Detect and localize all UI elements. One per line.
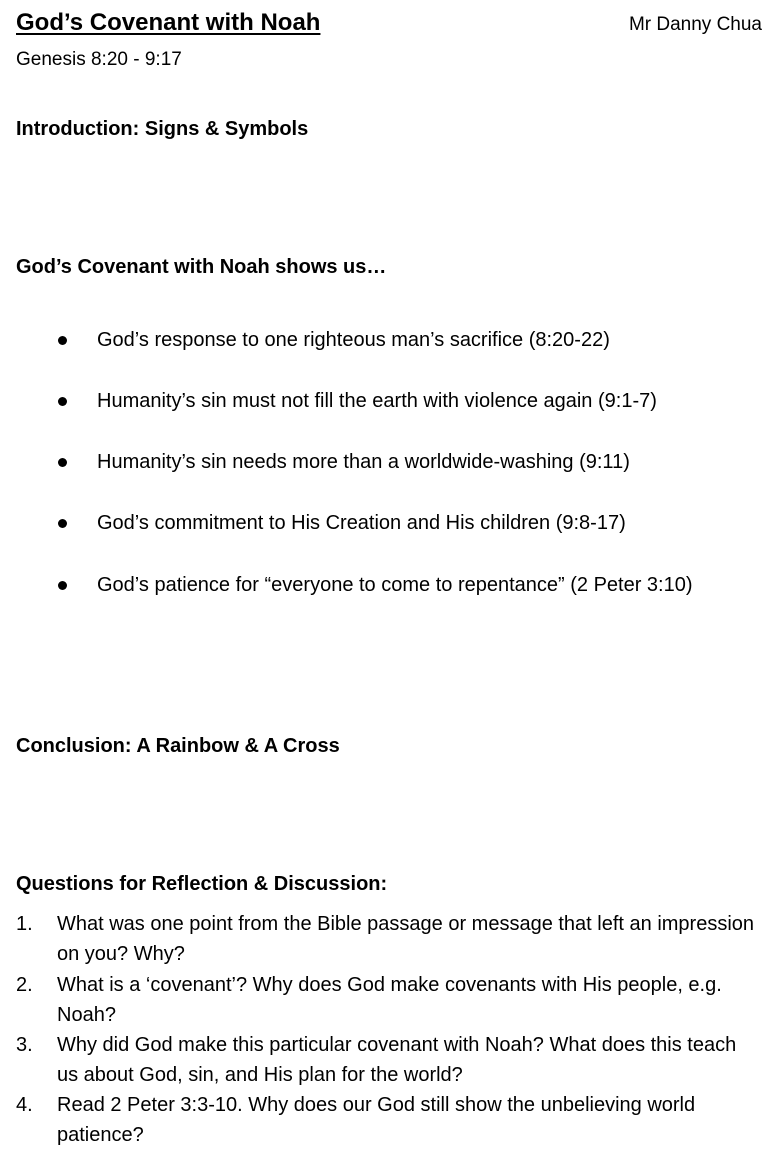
conclusion-heading: Conclusion: A Rainbow & A Cross (16, 735, 340, 757)
question-text: Why did God make this particular covenant with Noah? What does this teach us about God, sin, and His plan for the world? (57, 1034, 737, 1086)
question-number: 3. (16, 1034, 33, 1056)
author-name: Mr Danny Chua (628, 14, 762, 35)
question-text: What was one point from the Bible passage or message that left an impression on you? Why? (57, 913, 755, 965)
question-text: What is a ‘covenant’? Why does God make covenants with His people, e.g. Noah? (57, 974, 722, 1026)
bullet-icon (58, 458, 67, 467)
introduction-heading: Introduction: Signs & Symbols (16, 118, 309, 140)
list-item-text: God’s response to one righteous man’s sacrifice (8:20-22) (97, 329, 610, 351)
main-points-heading: God’s Covenant with Noah shows us… (16, 256, 387, 278)
bullet-icon (58, 581, 67, 590)
list-item-text: God’s commitment to His Creation and His children (9:8-17) (97, 512, 626, 534)
bullet-icon (58, 336, 67, 345)
bullet-icon (58, 519, 67, 528)
question-number: 2. (16, 974, 33, 996)
list-item-text: Humanity’s sin must not fill the earth with violence again (9:1-7) (97, 390, 657, 412)
list-item-text: God’s patience for “everyone to come to repentance” (2 Peter 3:10) (97, 574, 693, 596)
list-item-text: Humanity’s sin needs more than a worldwide-washing (9:11) (97, 451, 630, 473)
scripture-reference: Genesis 8:20 - 9:17 (16, 49, 182, 70)
bullet-icon (58, 397, 67, 406)
questions-heading: Questions for Reflection & Discussion: (16, 873, 388, 895)
question-text: Read 2 Peter 3:3-10. Why does our God still show the unbelieving world patience? (57, 1094, 696, 1146)
question-number: 4. (16, 1094, 33, 1116)
question-number: 1. (16, 913, 33, 935)
document-title: God’s Covenant with Noah (16, 9, 321, 36)
